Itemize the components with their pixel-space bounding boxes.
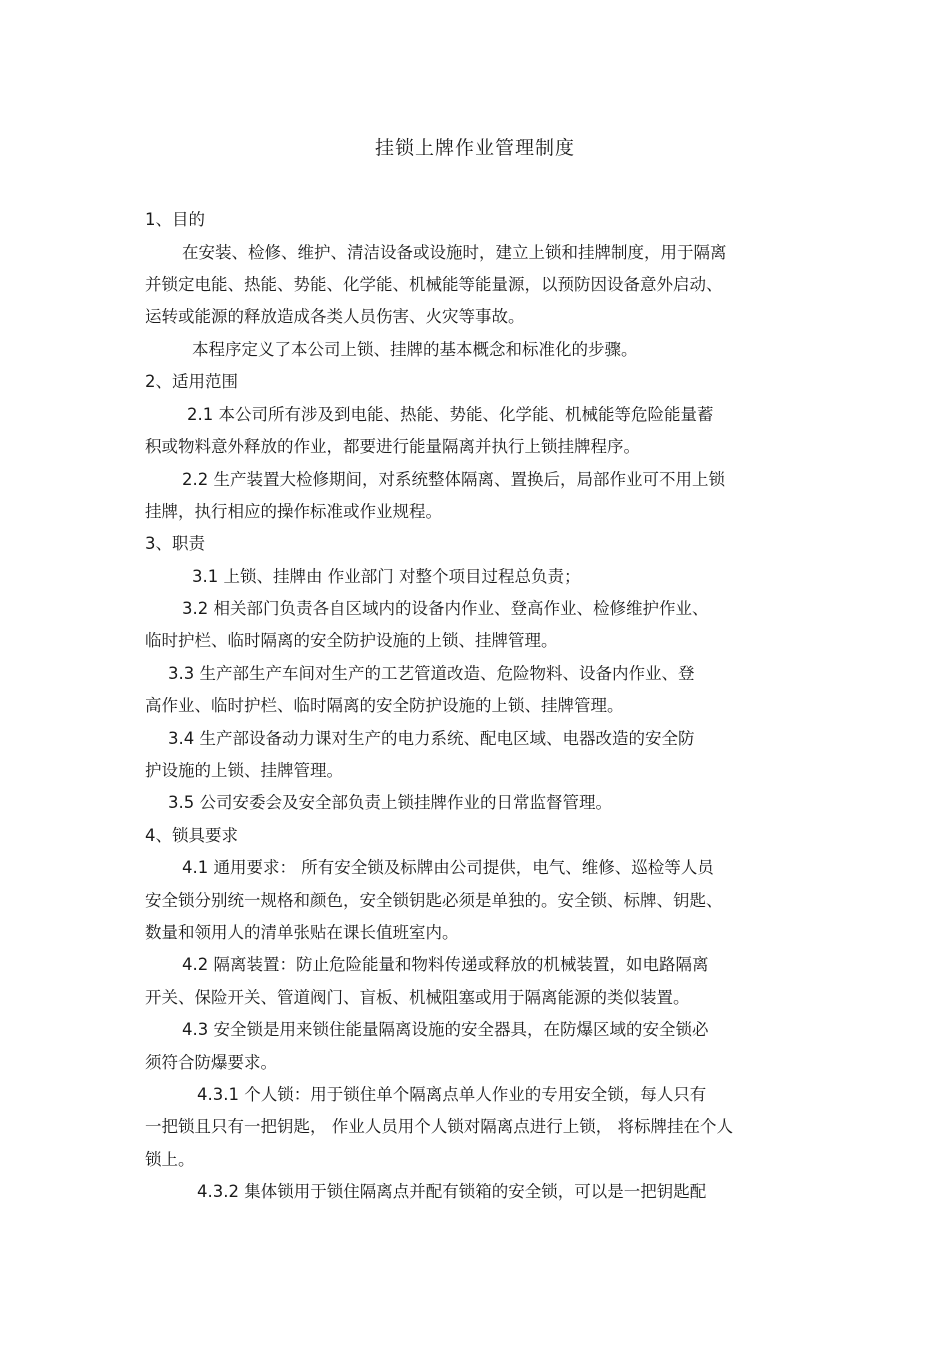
paragraph-line: 挂牌，执行相应的操作标准或作业规程。 [145,502,442,521]
paragraph-line: 4.3 安全锁是用来锁住能量隔离设施的安全器具，在防爆区域的安全锁必 [182,1020,709,1039]
paragraph-line: 3.4 生产部设备动力课对生产的电力系统、配电区域、电器改造的安全防 [168,729,695,748]
paragraph-line: 本程序定义了本公司上锁、挂牌的基本概念和标准化的步骤。 [192,340,638,359]
document-title: 挂锁上牌作业管理制度 [374,137,575,159]
paragraph-line: 并锁定电能、热能、势能、化学能、机械能等能量源，以预防因设备意外启动、 [145,275,723,294]
section-heading-responsibilities: 3、职责 [145,534,205,553]
paragraph-line: 一把锁且只有一把钥匙， 作业人员用个人锁对隔离点进行上锁， 将标牌挂在个人 [145,1117,733,1136]
paragraph-line: 须符合防爆要求。 [145,1053,277,1072]
paragraph-line: 4.3.1 个人锁：用于锁住单个隔离点单人作业的专用安全锁，每人只有 [197,1085,707,1104]
paragraph-line: 3.3 生产部生产车间对生产的工艺管道改造、危险物料、设备内作业、登 [168,664,695,683]
paragraph-line: 数量和领用人的清单张贴在课长值班室内。 [145,923,459,942]
paragraph-line: 4.1 通用要求： 所有安全锁及标牌由公司提供，电气、维修、巡检等人员 [182,858,714,877]
paragraph-line: 3.1 上锁、挂牌由 作业部门 对整个项目过程总负责； [192,567,581,586]
paragraph-line: 4.3.2 集体锁用于锁住隔离点并配有锁箱的安全锁，可以是一把钥匙配 [197,1182,707,1201]
paragraph-line: 开关、保险开关、管道阀门、盲板、机械阻塞或用于隔离能源的类似装置。 [145,988,690,1007]
paragraph-line: 护设施的上锁、挂牌管理。 [145,761,343,780]
section-heading-lock-requirements: 4、锁具要求 [145,826,238,845]
paragraph-line: 在安装、检修、维护、清洁设备或设施时，建立上锁和挂牌制度，用于隔离 [182,243,727,262]
paragraph-line: 积或物料意外释放的作业，都要进行能量隔离并执行上锁挂牌程序。 [145,437,640,456]
paragraph-line: 高作业、临时护栏、临时隔离的安全防护设施的上锁、挂牌管理。 [145,696,624,715]
paragraph-line: 运转或能源的释放造成各类人员伤害、火灾等事故。 [145,307,525,326]
paragraph-line: 3.2 相关部门负责各自区域内的设备内作业、登高作业、检修维护作业、 [182,599,709,618]
paragraph-line: 3.5 公司安委会及安全部负责上锁挂牌作业的日常监督管理。 [168,793,612,812]
paragraph-line: 2.1 本公司所有涉及到电能、热能、势能、化学能、机械能等危险能量蓄 [187,405,714,424]
paragraph-line: 4.2 隔离装置：防止危险能量和物料传递或释放的机械装置，如电路隔离 [182,955,709,974]
paragraph-line: 2.2 生产装置大检修期间，对系统整体隔离、置换后，局部作业可不用上锁 [182,470,725,489]
paragraph-line: 锁上。 [145,1150,195,1169]
section-heading-purpose: 1、目的 [145,210,205,229]
section-heading-scope: 2、适用范围 [145,372,238,391]
paragraph-line: 临时护栏、临时隔离的安全防护设施的上锁、挂牌管理。 [145,631,558,650]
paragraph-line: 安全锁分别统一规格和颜色，安全锁钥匙必须是单独的。安全锁、标牌、钥匙、 [145,891,723,910]
